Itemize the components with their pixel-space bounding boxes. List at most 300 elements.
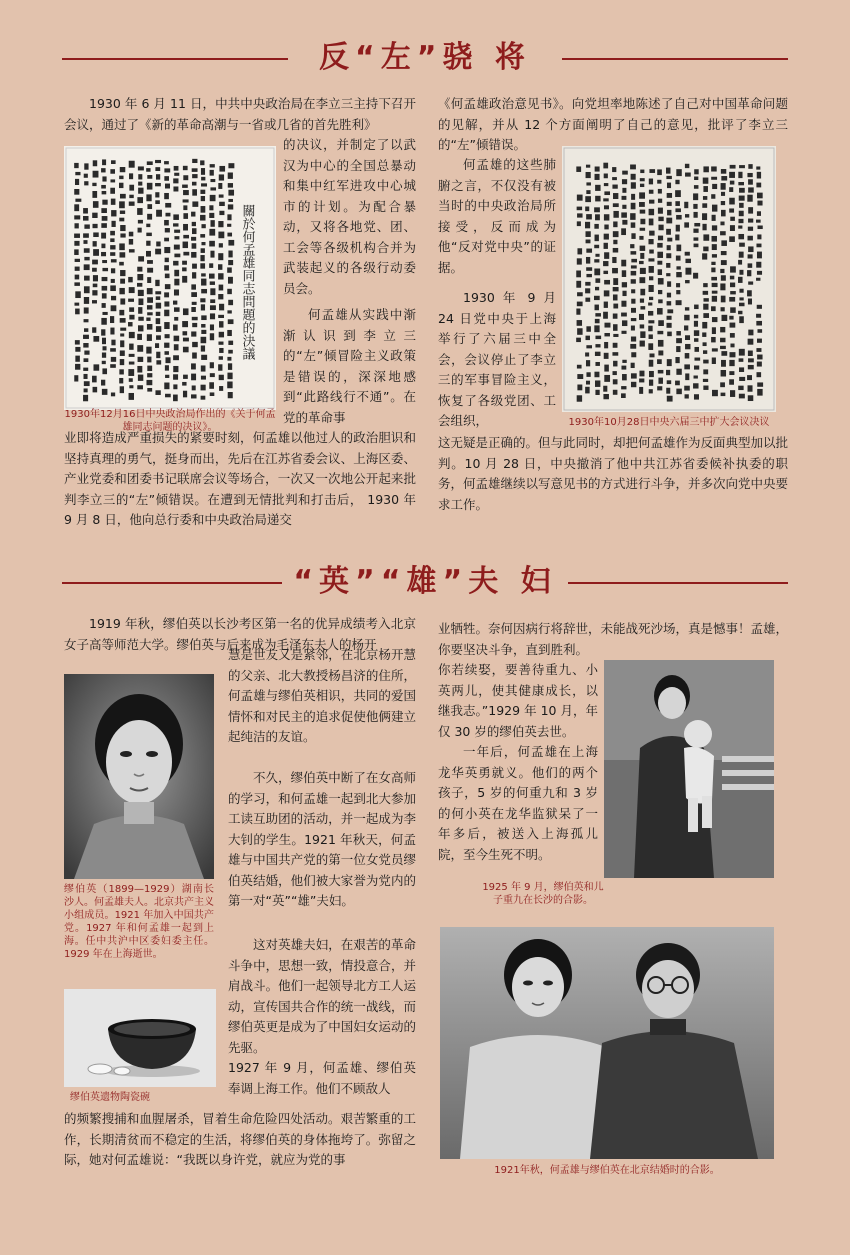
handwriting-stroke (165, 203, 171, 208)
handwriting-stroke (183, 391, 187, 398)
handwriting-stroke (729, 371, 734, 375)
handwriting-stroke (111, 340, 115, 346)
handwriting-stroke (622, 291, 626, 296)
handwriting-stroke (604, 183, 608, 186)
handwriting-stroke (174, 173, 179, 176)
handwriting-stroke (173, 178, 178, 183)
handwriting-stroke (128, 322, 133, 326)
handwriting-stroke (676, 338, 682, 343)
handwriting-stroke (756, 244, 761, 248)
handwriting-stroke (595, 313, 601, 316)
handwriting-stroke (649, 334, 653, 339)
handwriting-stroke (138, 298, 143, 305)
handwriting-stroke (210, 324, 214, 330)
handwriting-stroke (228, 183, 233, 188)
handwriting-stroke (649, 371, 654, 377)
handwriting-stroke (613, 221, 617, 227)
handwriting-stroke (586, 190, 590, 194)
s2-paragraph-9: 一年后，何孟雄在上海龙华英勇就义。他们的两个孩子，5 岁的何重九和 3 岁的何小英在龙华监狱呆了一年多后，被送入上海孤儿院，至今生死不明。 (438, 744, 598, 862)
handwriting-stroke (74, 303, 79, 306)
handwriting-stroke (676, 225, 680, 232)
handwriting-stroke (639, 378, 644, 382)
handwriting-stroke (586, 249, 592, 253)
handwriting-stroke (174, 307, 180, 311)
handwriting-stroke (183, 190, 189, 195)
handwriting-stroke (657, 386, 662, 390)
handwriting-stroke (165, 375, 169, 378)
handwriting-stroke (756, 220, 761, 223)
handwriting-stroke (74, 249, 78, 255)
handwriting-stroke (110, 348, 116, 352)
handwriting-stroke (603, 394, 609, 399)
handwriting-stroke (218, 342, 223, 345)
handwriting-stroke (129, 385, 133, 388)
handwriting-stroke (182, 382, 186, 386)
handwriting-stroke (739, 297, 743, 300)
handwriting-stroke (748, 339, 754, 345)
handwriting-stroke (621, 260, 626, 267)
handwriting-stroke (155, 192, 159, 197)
handwriting-stroke (164, 343, 169, 348)
handwriting-stroke (658, 370, 664, 374)
handwriting-stroke (586, 372, 590, 377)
handwriting-stroke (693, 383, 698, 388)
handwriting-stroke (120, 194, 126, 199)
handwriting-stroke (621, 313, 627, 317)
handwriting-stroke (200, 234, 205, 238)
handwriting-stroke (210, 373, 215, 377)
handwriting-stroke (730, 165, 736, 169)
handwriting-stroke (631, 203, 636, 210)
handwriting-stroke (703, 342, 707, 346)
handwriting-stroke (128, 299, 134, 302)
handwriting-stroke (138, 220, 143, 224)
handwriting-stroke (192, 317, 198, 320)
handwriting-stroke (757, 389, 762, 396)
handwriting-stroke (174, 230, 180, 233)
handwriting-stroke (730, 307, 736, 313)
handwriting-stroke (156, 326, 161, 332)
handwriting-stroke (228, 392, 233, 398)
handwriting-stroke (730, 217, 735, 221)
handwriting-stroke (84, 264, 90, 270)
handwriting-stroke (756, 321, 762, 326)
handwriting-stroke (702, 213, 707, 220)
handwriting-stroke (712, 357, 716, 363)
handwriting-stroke (84, 351, 89, 355)
handwriting-stroke (676, 369, 681, 375)
handwriting-stroke (218, 364, 222, 370)
handwriting-stroke (684, 202, 688, 208)
handwriting-stroke (182, 267, 186, 271)
handwriting-stroke (165, 334, 170, 338)
handwriting-stroke (667, 293, 671, 298)
handwriting-stroke (631, 289, 635, 293)
handwriting-stroke (111, 210, 116, 216)
handwriting-stroke (173, 325, 178, 331)
handwriting-stroke (164, 301, 169, 306)
handwriting-stroke (120, 252, 126, 257)
handwriting-stroke (183, 338, 189, 342)
handwriting-stroke (201, 324, 205, 328)
handwriting-stroke (729, 316, 733, 320)
handwriting-stroke (720, 222, 724, 226)
handwriting-stroke (622, 171, 628, 175)
handwriting-stroke (712, 283, 718, 287)
handwriting-stroke (174, 289, 179, 295)
handwriting-stroke (219, 202, 225, 206)
handwriting-stroke (146, 251, 151, 257)
handwriting-stroke (191, 307, 196, 312)
handwriting-stroke (630, 213, 635, 220)
handwriting-stroke (694, 365, 699, 369)
handwriting-stroke (649, 209, 655, 215)
handwriting-stroke (738, 386, 743, 390)
handwriting-stroke (757, 234, 761, 239)
handwriting-stroke (621, 393, 626, 398)
handwriting-stroke (666, 229, 671, 235)
handwriting-stroke (748, 179, 753, 184)
handwriting-stroke (227, 357, 231, 361)
handwriting-stroke (603, 271, 608, 274)
handwriting-stroke (757, 211, 761, 216)
handwriting-stroke (666, 323, 671, 328)
handwriting-stroke (667, 301, 672, 305)
handwriting-stroke (694, 347, 699, 352)
handwriting-stroke (640, 228, 645, 231)
handwriting-stroke (667, 309, 673, 313)
section2-header (0, 562, 850, 602)
handwriting-stroke (757, 172, 761, 179)
handwriting-stroke (192, 189, 197, 195)
handwriting-stroke (200, 215, 205, 221)
handwriting-stroke (102, 389, 108, 395)
handwriting-stroke (748, 254, 753, 258)
handwriting-stroke (191, 237, 196, 241)
handwriting-stroke (667, 202, 672, 206)
handwriting-stroke (675, 208, 681, 212)
handwriting-stroke (201, 196, 205, 201)
handwriting-stroke (640, 306, 645, 309)
handwriting-stroke (649, 380, 653, 386)
handwriting-stroke (675, 234, 679, 240)
handwriting-stroke (576, 166, 581, 171)
handwriting-stroke (147, 305, 152, 309)
handwriting-stroke (621, 366, 626, 370)
handwriting-stroke (604, 353, 609, 359)
handwriting-stroke (666, 370, 670, 375)
handwriting-stroke (577, 385, 582, 391)
handwriting-stroke (639, 277, 645, 283)
handwriting-stroke (595, 196, 600, 202)
handwriting-stroke (210, 362, 214, 368)
handwriting-stroke (685, 259, 691, 263)
handwriting-stroke (613, 343, 618, 348)
handwriting-stroke (738, 234, 744, 239)
handwriting-stroke (685, 344, 690, 349)
handwriting-stroke (648, 311, 653, 316)
handwriting-stroke (622, 188, 626, 193)
handwriting-stroke (191, 284, 196, 289)
handwriting-stroke (694, 376, 698, 379)
handwriting-stroke (93, 336, 99, 342)
handwriting-stroke (129, 232, 133, 237)
handwriting-stroke (658, 350, 663, 355)
s1-paragraph-7: 1930 年 9 月 24 日党中央于上海举行了六届三中全会，会议停止了李立三的军事冒险主义，恢复了各级党团、工会组织， (438, 290, 556, 428)
handwriting-stroke (84, 307, 89, 313)
handwriting-stroke (183, 375, 188, 379)
handwriting-stroke (613, 231, 619, 237)
handwriting-stroke (712, 225, 717, 230)
handwriting-stroke (711, 337, 716, 342)
handwriting-stroke (173, 186, 178, 191)
handwriting-stroke (622, 220, 627, 225)
handwriting-stroke (147, 373, 152, 377)
handwriting-stroke (703, 196, 707, 200)
handwriting-stroke (631, 233, 635, 239)
handwriting-stroke (631, 382, 636, 387)
handwriting-stroke (183, 235, 189, 238)
handwriting-stroke (137, 366, 142, 373)
handwriting-stroke (191, 252, 196, 258)
handwriting-stroke (147, 288, 153, 294)
handwriting-stroke (147, 161, 153, 165)
handwriting-stroke (631, 174, 636, 180)
handwriting-stroke (137, 283, 142, 287)
handwriting-stroke (147, 204, 152, 209)
handwriting-stroke (156, 335, 161, 339)
handwriting-stroke (711, 177, 717, 180)
handwriting-stroke (612, 268, 618, 273)
handwriting-stroke (209, 205, 213, 210)
handwriting-stroke (694, 305, 699, 310)
handwriting-stroke (685, 164, 689, 168)
handwriting-stroke (675, 201, 680, 206)
handwriting-stroke (111, 221, 115, 227)
handwriting-stroke (129, 362, 135, 365)
handwriting-stroke (694, 244, 699, 248)
handwriting-stroke (739, 270, 743, 275)
handwriting-stroke (120, 333, 124, 336)
handwriting-stroke (129, 161, 135, 168)
handwriting-stroke (84, 224, 89, 228)
handwriting-stroke (757, 339, 762, 343)
handwriting-stroke (676, 283, 680, 287)
handwriting-stroke (658, 189, 662, 194)
handwriting-stroke (147, 214, 152, 220)
handwriting-stroke (219, 194, 224, 197)
handwriting-stroke (694, 315, 698, 319)
handwriting-stroke (83, 240, 87, 244)
handwriting-stroke (649, 169, 655, 173)
handwriting-stroke (585, 196, 591, 202)
handwriting-stroke (721, 275, 726, 280)
handwriting-stroke (621, 301, 626, 307)
handwriting-stroke (83, 368, 88, 371)
handwriting-stroke (93, 171, 99, 178)
handwriting-stroke (219, 166, 225, 172)
handwriting-stroke (586, 274, 592, 277)
handwriting-stroke (640, 289, 645, 296)
handwriting-stroke (147, 324, 152, 330)
handwriting-stroke (594, 325, 599, 332)
handwriting-stroke (192, 323, 197, 327)
handwriting-stroke (595, 344, 600, 347)
handwriting-stroke (721, 315, 727, 321)
handwriting-stroke (693, 204, 697, 209)
handwriting-stroke (137, 385, 143, 389)
handwriting-stroke (612, 167, 616, 172)
handwriting-stroke (721, 393, 726, 396)
handwriting-stroke (577, 292, 583, 296)
handwriting-stroke (137, 345, 143, 352)
handwriting-stroke (594, 372, 599, 378)
handwriting-stroke (684, 386, 690, 391)
handwriting-stroke (164, 238, 169, 242)
handwriting-stroke (657, 331, 663, 334)
handwriting-stroke (595, 362, 599, 366)
handwriting-stroke (586, 231, 591, 237)
handwriting-stroke (712, 184, 717, 189)
handwriting-stroke (120, 298, 125, 304)
handwriting-stroke (74, 223, 78, 228)
handwriting-stroke (200, 263, 205, 268)
handwriting-stroke (684, 315, 689, 321)
handwriting-stroke (129, 195, 133, 198)
handwriting-stroke (93, 224, 98, 228)
handwriting-stroke (720, 382, 725, 387)
handwriting-stroke (84, 381, 90, 386)
handwriting-stroke (165, 258, 169, 262)
handwriting-stroke (210, 251, 214, 258)
handwriting-stroke (613, 304, 618, 309)
handwriting-stroke (210, 313, 215, 319)
handwriting-stroke (201, 337, 207, 343)
handwriting-stroke (603, 386, 607, 392)
handwriting-stroke (730, 323, 736, 328)
handwriting-stroke (173, 355, 179, 360)
handwriting-stroke (648, 343, 653, 350)
handwriting-stroke (156, 296, 161, 300)
handwriting-stroke (667, 380, 671, 384)
handwriting-stroke (667, 210, 671, 216)
handwriting-stroke (703, 386, 708, 390)
handwriting-stroke (93, 160, 97, 166)
handwriting-stroke (192, 272, 196, 278)
handwriting-stroke (738, 182, 744, 185)
handwriting-stroke (738, 219, 743, 223)
handwriting-stroke (92, 300, 97, 303)
handwriting-stroke (748, 330, 753, 336)
handwriting-stroke (75, 309, 80, 315)
handwriting-stroke (174, 336, 180, 342)
handwriting-stroke (146, 380, 152, 385)
handwriting-stroke (110, 285, 116, 291)
handwriting-stroke (119, 378, 123, 383)
handwriting-stroke (729, 236, 735, 242)
handwriting-stroke (648, 320, 654, 323)
handwriting-stroke (192, 243, 197, 248)
handwriting-stroke (640, 268, 646, 274)
handwriting-stroke (703, 298, 708, 301)
handwriting-stroke (738, 311, 742, 314)
handwriting-stroke (120, 318, 126, 323)
handwriting-stroke (129, 315, 134, 320)
handwriting-stroke (210, 392, 215, 396)
handwriting-stroke (604, 234, 609, 240)
handwriting-stroke (173, 384, 177, 389)
handwriting-stroke (74, 215, 80, 219)
handwriting-stroke (192, 222, 196, 226)
handwriting-stroke (756, 278, 760, 281)
handwriting-stroke (720, 327, 725, 332)
handwriting-stroke (74, 204, 79, 211)
handwriting-stroke (721, 351, 727, 356)
handwriting-stroke (577, 395, 582, 401)
handwriting-stroke (110, 238, 114, 242)
handwriting-stroke (703, 360, 708, 364)
handwriting-stroke (183, 347, 189, 353)
handwriting-stroke (129, 307, 134, 312)
handwriting-stroke (586, 336, 590, 340)
handwriting-stroke (138, 166, 144, 170)
handwriting-stroke (219, 348, 223, 353)
handwriting-stroke (183, 308, 189, 315)
handwriting-stroke (228, 277, 233, 284)
handwriting-stroke (729, 187, 733, 192)
handwriting-stroke (757, 305, 762, 309)
handwriting-stroke (102, 200, 107, 205)
handwriting-stroke (693, 193, 698, 200)
handwriting-stroke (666, 388, 670, 394)
handwriting-stroke (138, 290, 144, 296)
handwriting-stroke (111, 393, 115, 397)
handwriting-stroke (165, 365, 169, 370)
handwriting-stroke (92, 260, 98, 265)
handwriting-stroke (101, 329, 105, 335)
handwriting-stroke (603, 198, 608, 201)
s2-paragraph-7: 业牺牲。奈何因病行将辞世，未能战死沙场，真是憾事！孟雄，你要坚决斗争，直到胜利。 (438, 621, 789, 657)
handwriting-stroke (219, 332, 224, 338)
handwriting-stroke (228, 363, 232, 370)
handwriting-stroke (173, 214, 179, 220)
handwriting-stroke (757, 193, 763, 199)
handwriting-stroke (622, 179, 627, 184)
handwriting-stroke (756, 262, 761, 268)
handwriting-stroke (93, 241, 97, 246)
handwriting-stroke (174, 254, 180, 258)
handwriting-stroke (576, 281, 581, 288)
handwriting-stroke (84, 257, 89, 260)
handwriting-stroke (129, 202, 135, 206)
handwriting-stroke (183, 252, 189, 256)
handwriting-stroke (111, 199, 116, 205)
handwriting-stroke (631, 279, 636, 283)
handwriting-stroke (585, 298, 590, 302)
handwriting-stroke (210, 187, 216, 190)
handwriting-stroke (192, 168, 198, 172)
handwriting-stroke (739, 377, 745, 381)
handwriting-stroke (667, 193, 672, 198)
handwriting-stroke (747, 173, 752, 177)
handwriting-stroke (595, 214, 600, 220)
handwriting-stroke (604, 290, 610, 296)
handwriting-stroke (102, 293, 107, 298)
handwriting-stroke (622, 282, 627, 287)
handwriting-stroke (595, 174, 600, 180)
handwriting-stroke (156, 174, 160, 179)
handwriting-stroke (595, 166, 600, 171)
